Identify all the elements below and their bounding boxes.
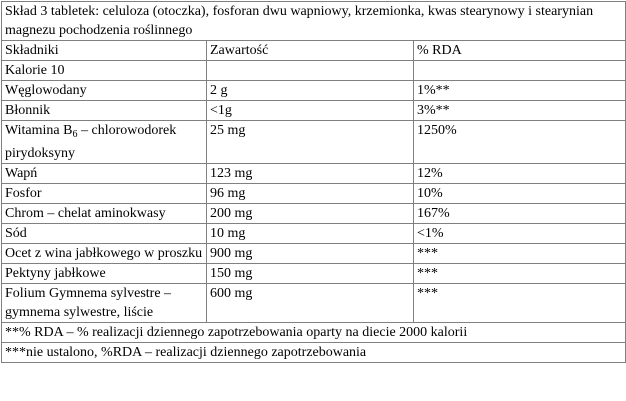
table-row [2, 224, 625, 244]
column-header-content: Zawartość [207, 41, 414, 61]
ingredient-rda: 12% [414, 164, 625, 184]
ingredient-amount: 150 mg [207, 264, 414, 284]
vitamin-name-prefix: Witamina B [5, 123, 73, 138]
table-row [2, 184, 625, 204]
table-row [2, 264, 625, 284]
table-row [2, 121, 625, 164]
table-row [2, 244, 625, 264]
ingredient-amount: 10 mg [207, 224, 414, 244]
column-header-ingredient: Składniki [2, 41, 207, 61]
ingredient-name: Pektyny jabłkowe [2, 264, 207, 284]
column-header-row [2, 41, 625, 61]
empty-cell [207, 61, 414, 81]
table-row [2, 81, 625, 101]
ingredient-amount: 2 g [207, 81, 414, 101]
ingredient-rda: 3%** [414, 101, 625, 121]
ingredient-amount: 200 mg [207, 204, 414, 224]
composition-description: Skład 3 tabletek: celuloza (otoczka), fosforan dwu wapniowy, krzemionka, kwas stearynowy i stearynian magnezu pochodzenia roślinnego [2, 2, 625, 41]
ingredient-rda: 1%** [414, 81, 625, 101]
vitamin-name-suffix: – chlorowodorek pirydoksyny [5, 123, 177, 161]
table-row [2, 284, 625, 323]
ingredient-amount: 96 mg [207, 184, 414, 204]
empty-cell [414, 61, 625, 81]
ingredient-name: Ocet z wina jabłkowego w proszku [2, 244, 207, 264]
ingredient-amount: <1g [207, 101, 414, 121]
footnote-rda-basis: **% RDA – % realizacji dziennego zapotrzebowania oparty na diecie 2000 kalorii [2, 323, 625, 343]
table-row [2, 101, 625, 121]
table-row [2, 204, 625, 224]
ingredient-name: Folium Gymnema sylvestre – gymnema sylwestre, liście [2, 284, 207, 323]
ingredient-name: Węglowodany [2, 81, 207, 101]
ingredient-name: Chrom – chelat aminokwasy [2, 204, 207, 224]
header-row [2, 2, 625, 41]
ingredient-amount: 123 mg [207, 164, 414, 184]
ingredient-amount: 900 mg [207, 244, 414, 264]
ingredient-amount: 600 mg [207, 284, 414, 323]
calories-row [2, 61, 625, 81]
ingredient-name [2, 121, 207, 164]
ingredient-rda: 1250% [414, 121, 625, 164]
ingredient-name: Wapń [2, 164, 207, 184]
ingredient-amount: 25 mg [207, 121, 414, 164]
composition-table [1, 1, 626, 363]
table-row [2, 164, 625, 184]
ingredient-name: Fosfor [2, 184, 207, 204]
footnote-row [2, 343, 625, 362]
footnote-not-established: ***nie ustalono, %RDA – realizacji dziennego zapotrzebowania [5, 345, 367, 360]
column-header-rda: % RDA [414, 41, 625, 61]
vitamin-subscript: 6 [72, 129, 78, 140]
ingredient-rda: 10% [414, 184, 625, 204]
ingredient-rda: 167% [414, 204, 625, 224]
ingredient-rda: *** [414, 284, 625, 323]
calories-cell: Kalorie 10 [2, 61, 207, 81]
footnote-row [2, 323, 625, 343]
ingredient-rda: *** [414, 264, 625, 284]
ingredient-rda: *** [414, 244, 625, 264]
ingredient-name: Błonnik [2, 101, 207, 121]
ingredient-rda: <1% [414, 224, 625, 244]
ingredient-name: Sód [2, 224, 207, 244]
